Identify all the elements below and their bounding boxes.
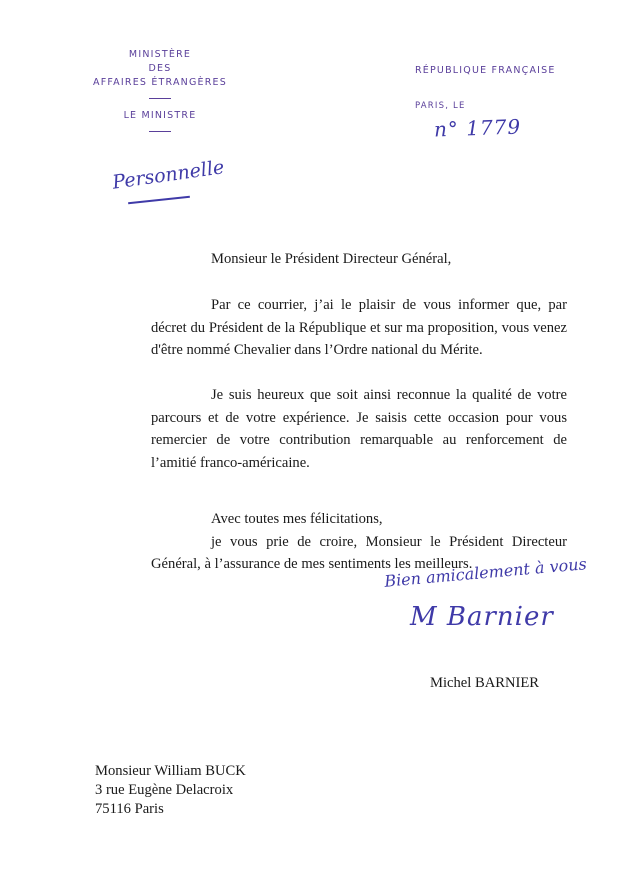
handwritten-reference: n° 1779: [433, 114, 522, 142]
personal-underline: [128, 196, 190, 204]
signer-name: Michel BARNIER: [430, 675, 540, 691]
salutation: Monsieur le Président Directeur Général,: [211, 251, 452, 267]
closing-line-1: Avec toutes mes félicitations,: [211, 511, 383, 527]
handwritten-personal: Personnelle: [111, 156, 226, 194]
signature: M Barnier: [410, 602, 554, 632]
ministry-line-1: MINISTÈRE: [128, 49, 192, 60]
paragraph-1: Par ce courrier, j’ai le plaisir de vous informer que, par décret du Président de la République et sur ma proposition, vous venez d'être nommé Chevalier dans l’Ordre national du Mérite.: [151, 297, 567, 358]
ministry-line-2: DES: [148, 63, 172, 74]
closing-line-2: je vous prie de croire, Monsieur le Président Directeur Général, à l’assurance de mes sentiments les meilleurs.: [151, 533, 567, 572]
recipient-city: 75116 Paris: [95, 801, 164, 817]
recipient-address: [95, 762, 246, 819]
ministry-line-3: AFFAIRES ÉTRANGÈRES: [93, 77, 227, 88]
header-divider: [149, 98, 171, 99]
minister-role: LE MINISTRE: [123, 110, 197, 121]
handwritten-annotation: Bien amicalement à vous: [383, 554, 588, 591]
recipient-name: Monsieur William BUCK: [95, 763, 246, 779]
republic-header: RÉPUBLIQUE FRANÇAISE: [415, 65, 556, 76]
recipient-street: 3 rue Eugène Delacroix: [95, 782, 234, 798]
header-divider-2: [149, 131, 171, 132]
ministry-header: [70, 48, 250, 142]
paragraph-2: Je suis heureux que soit ainsi reconnue la qualité de votre parcours et de votre expérience. Je saisis cette occasion pour vous remercier de votre contribution remarquable au renforcement de l’amitié franco-américaine.: [151, 387, 567, 471]
place-date: PARIS, LE: [415, 101, 466, 111]
